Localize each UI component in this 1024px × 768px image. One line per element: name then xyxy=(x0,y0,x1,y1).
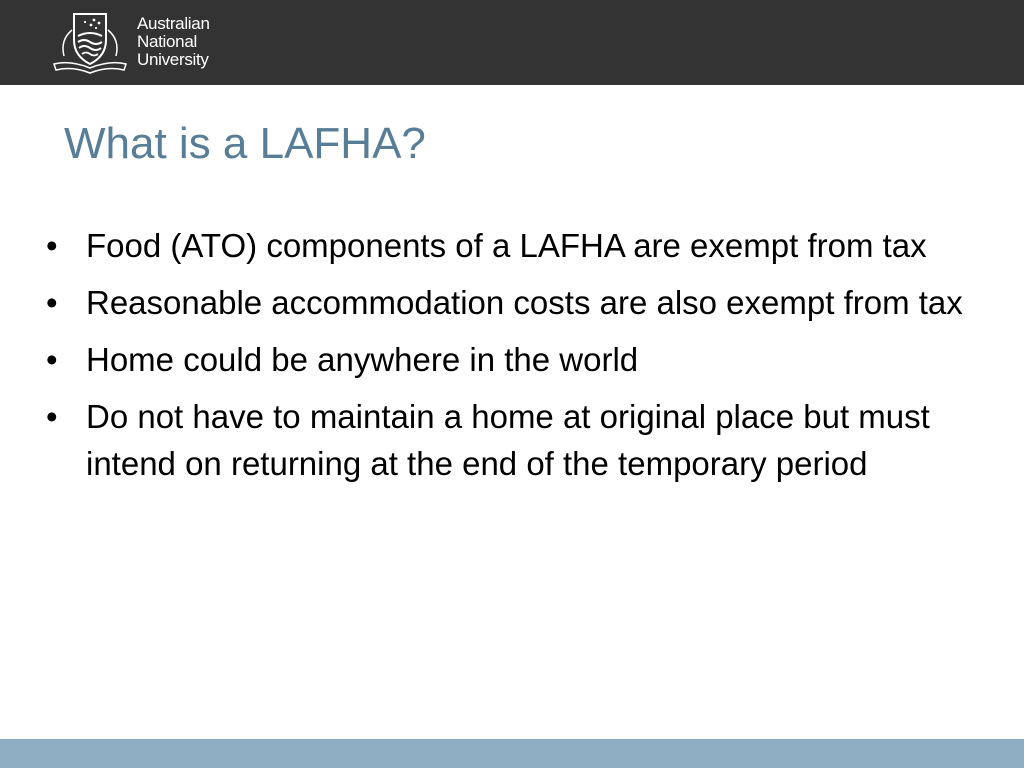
wordmark-line-3: University xyxy=(137,50,209,69)
bullet-marker: • xyxy=(46,398,58,435)
bullet-item xyxy=(42,393,1002,487)
wordmark-line-1: Australian xyxy=(137,14,210,33)
university-crest-icon xyxy=(50,10,130,74)
bullet-item xyxy=(42,279,1002,326)
bullet-text: Reasonable accommodation costs are also exempt from tax xyxy=(86,284,963,321)
bullet-item xyxy=(42,336,1002,383)
header-bar xyxy=(0,0,1024,85)
university-wordmark xyxy=(137,15,210,69)
bullet-item xyxy=(42,222,1002,269)
slide-title: What is a LAFHA? xyxy=(64,119,426,168)
bullet-text: Do not have to maintain a home at original place but must intend on returning at the end of the temporary period xyxy=(86,398,930,482)
bullet-text: Home could be anywhere in the world xyxy=(86,341,639,378)
footer-bar xyxy=(0,739,1024,768)
bullet-marker: • xyxy=(46,227,58,264)
bullet-text: Food (ATO) components of a LAFHA are exempt from tax xyxy=(86,227,927,264)
wordmark-line-2: National xyxy=(137,32,197,51)
bullet-marker: • xyxy=(46,284,58,321)
bullet-marker: • xyxy=(46,341,58,378)
bullet-list xyxy=(42,222,1002,497)
